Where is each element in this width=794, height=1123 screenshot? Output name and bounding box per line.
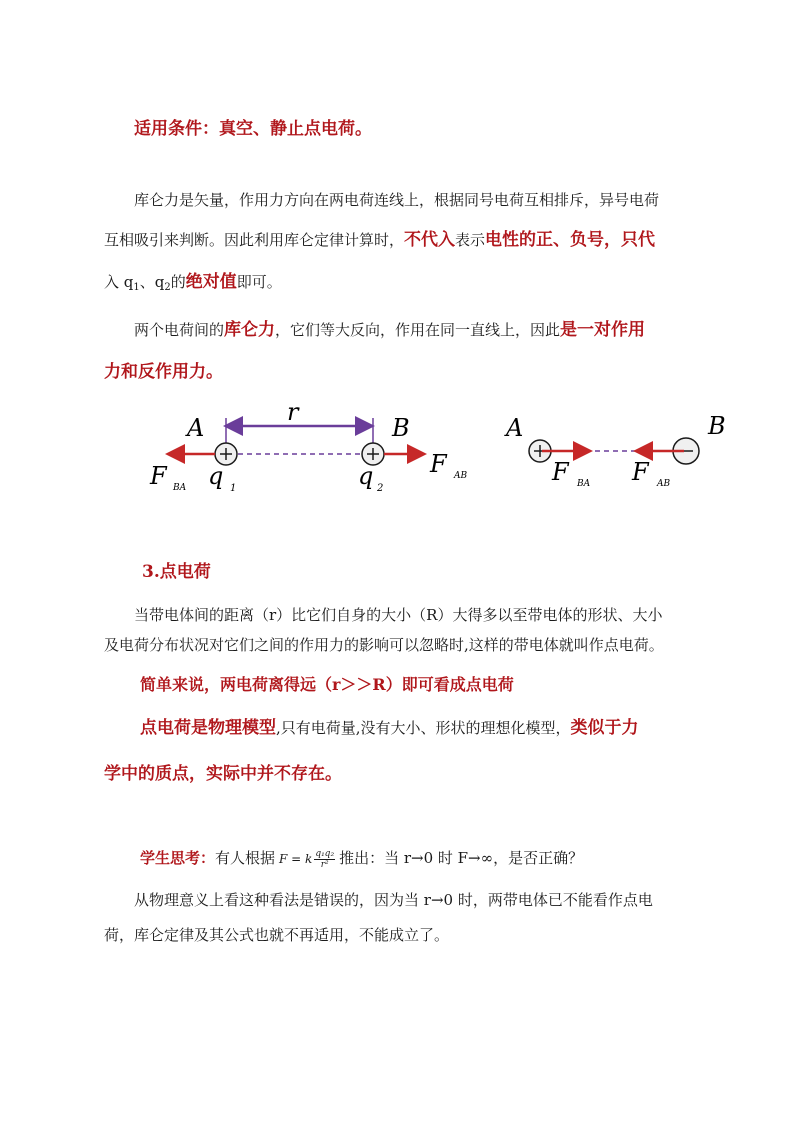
q1-subscript: 1: [133, 282, 140, 293]
q2-subscript: 2: [164, 282, 171, 293]
section3-title: 3.点电荷: [142, 562, 211, 582]
para4-text-b: ,只有电荷量,没有大小、形状的理想化模型，: [276, 719, 571, 737]
think-label: 学生思考：: [140, 849, 216, 867]
label-f-ba-left-sub: BA: [173, 483, 187, 493]
para2-text-c: ，它们等大反向，作用在同一直线上，因此: [275, 321, 561, 339]
formula-lhs: F = k: [279, 852, 313, 866]
answer-line1: 从物理意义上看这种看法是错误的，因为当 r→0 时，两带电体已不能看作点电: [134, 891, 653, 909]
para3-line1: 当带电体间的距离（r）比它们自身的大小（R）大得多以至带电体的形状、大小: [134, 606, 663, 624]
condition-heading: 适用条件：真空、静止点电荷。: [134, 119, 372, 139]
label-a-right: A: [506, 414, 524, 442]
think-line: [140, 848, 583, 870]
answer-line2: 荷，库仑定律及其公式也就不再适用，不能成立了。: [104, 926, 450, 944]
q1-text: 入 q: [104, 273, 134, 291]
label-f-ab-left-sub: AB: [454, 471, 468, 481]
para2-line2: 力和反作用力。: [104, 362, 223, 382]
de-text: 的: [170, 273, 186, 291]
para4-line2: 学中的质点，实际中并不存在。: [104, 764, 342, 784]
coulomb-force-diagram: [140, 398, 740, 503]
q2-text: 、q: [139, 273, 165, 291]
para1-text-c: 表示: [455, 231, 486, 249]
label-f-ba-right: F: [552, 458, 569, 486]
formula-denominator: r²: [320, 859, 329, 870]
para2-line1: [134, 320, 645, 340]
label-q2: q: [358, 462, 374, 490]
para2-text-a: 两个电荷间的: [134, 321, 225, 339]
label-q1-sub: 1: [230, 483, 237, 494]
formula-fraction: [314, 849, 335, 870]
label-q1: q: [208, 462, 224, 490]
label-f-ba-right-sub: BA: [577, 479, 591, 489]
para2-hl-pair: 是一对作用: [560, 320, 646, 340]
summary-line: 简单来说，两电荷离得远（r＞＞R）即可看成点电荷: [140, 675, 514, 694]
label-f-ab-right-sub: AB: [657, 479, 671, 489]
para1-text-end: 即可。: [236, 273, 282, 291]
label-f-ab-left: F: [430, 450, 447, 478]
label-f-ab-right: F: [632, 458, 649, 486]
formula-numerator: q₁q₂: [315, 848, 335, 859]
label-r: r: [287, 398, 299, 426]
label-b-right: B: [708, 412, 726, 440]
label-a-left: A: [187, 414, 205, 442]
para1-line1: 库仑力是矢量，作用力方向在两电荷连线上，根据同号电荷互相排斥，异号电荷: [134, 191, 660, 209]
para1-line2: [104, 230, 655, 250]
coulomb-formula: [279, 849, 335, 870]
para4-line1: [140, 718, 639, 738]
para1-hl-not-substitute: 不代入: [404, 230, 456, 250]
para4-hl-similar: 类似于力: [570, 718, 639, 738]
right-diagram: [504, 412, 726, 489]
para1-hl-sign: 电性的正、负号，只代: [485, 230, 656, 250]
para3-line2: 及电荷分布状况对它们之间的作用力的影响可以忽略时,这样的带电体就叫作点电荷。: [104, 636, 664, 654]
para1-line3: [104, 272, 282, 298]
label-f-ba-left: F: [150, 462, 167, 490]
para1-text-a: 互相吸引来判断。因此利用库仑定律计算时，: [104, 231, 405, 249]
para1-hl-absolute: 绝对值: [185, 272, 237, 292]
para4-hl-model: 点电荷是物理模型: [140, 718, 276, 738]
think-pre: 有人根据: [215, 849, 276, 867]
label-b-left: B: [392, 414, 410, 442]
label-q2-sub: 2: [377, 483, 384, 494]
left-diagram: [149, 398, 467, 494]
think-post: 推出：当 r→0 时 F→∞，是否正确？: [339, 849, 584, 867]
para2-hl-coulomb: 库仑力: [224, 320, 276, 340]
